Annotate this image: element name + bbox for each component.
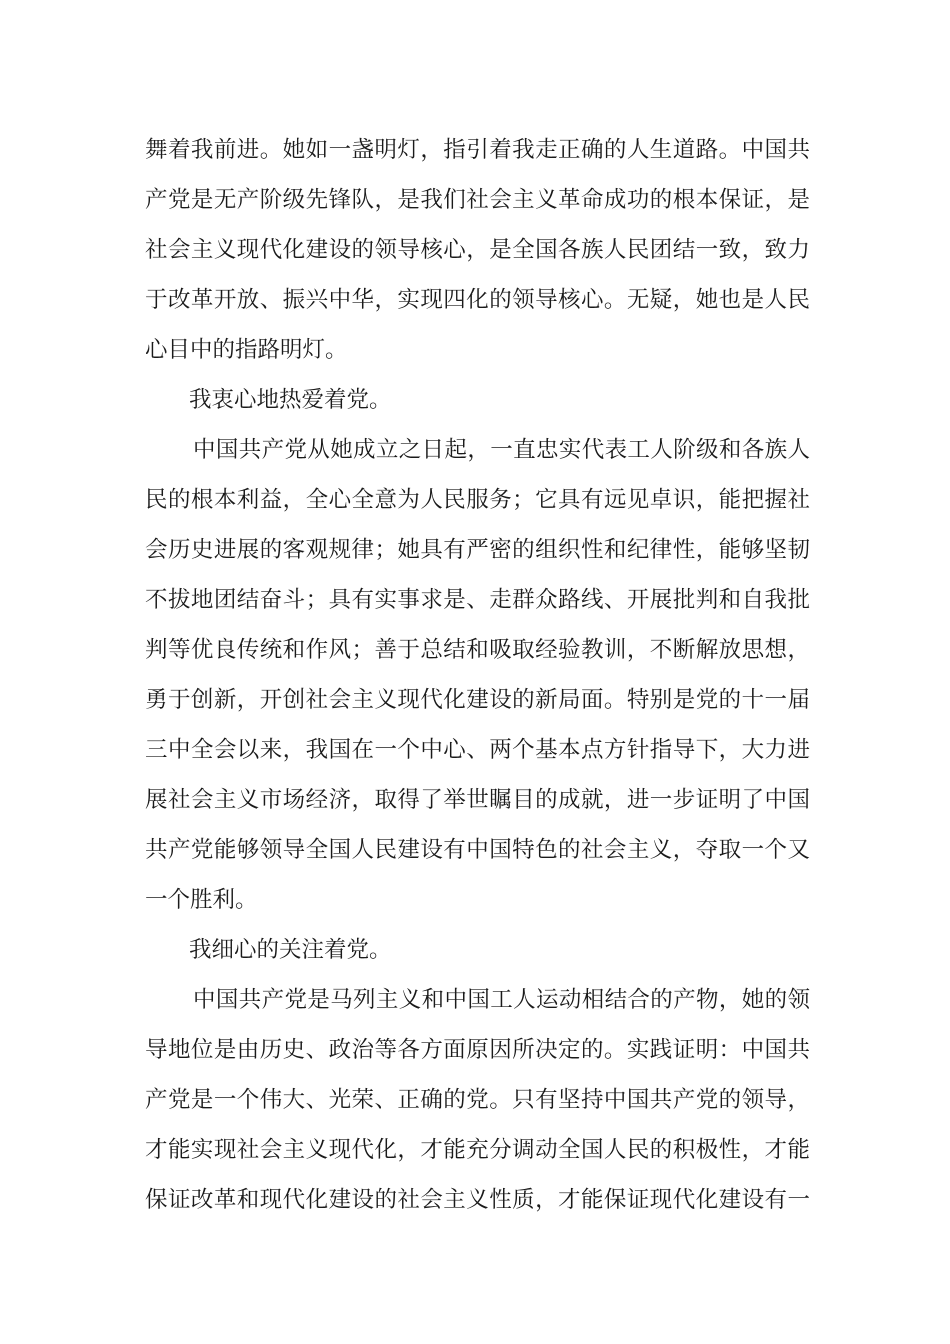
text-line: 不拔地团结奋斗；具有实事求是、走群众路线、开展批判和自我批	[145, 587, 810, 613]
text-line: 一个胜利。	[145, 887, 258, 913]
text-line: 社会主义现代化建设的领导核心，是全国各族人民团结一致，致力	[145, 237, 810, 263]
text-line: 判等优良传统和作风；善于总结和吸取经验教训，不断解放思想，	[145, 637, 810, 663]
text-line: 心目中的指路明灯。	[145, 337, 348, 363]
text-line: 产党是一个伟大、光荣、正确的党。只有坚持中国共产党的领导，	[145, 1087, 810, 1113]
text-line: 三中全会以来，我国在一个中心、两个基本点方针指导下，大力进	[145, 737, 810, 763]
paragraph-first-line: 中国共产党是马列主义和中国工人运动相结合的产物，她的领	[193, 987, 810, 1013]
document-body	[145, 125, 810, 1225]
text-line: 共产党能够领导全国人民建设有中国特色的社会主义，夺取一个又	[145, 837, 810, 863]
text-line: 民的根本利益，全心全意为人民服务；它具有远见卓识，能把握社	[145, 487, 810, 513]
paragraph-first-line: 我细心的关注着党。	[189, 937, 392, 963]
text-line: 保证改革和现代化建设的社会主义性质，才能保证现代化建设有一	[145, 1187, 810, 1213]
text-line: 勇于创新，开创社会主义现代化建设的新局面。特别是党的十一届	[145, 687, 810, 713]
text-line: 导地位是由历史、政治等各方面原因所决定的。实践证明：中国共	[145, 1037, 810, 1063]
text-line: 展社会主义市场经济，取得了举世瞩目的成就，进一步证明了中国	[145, 787, 810, 813]
text-line: 产党是无产阶级先锋队，是我们社会主义革命成功的根本保证，是	[145, 187, 810, 213]
text-line: 会历史进展的客观规律；她具有严密的组织性和纪律性，能够坚韧	[145, 537, 810, 563]
paragraph-first-line: 中国共产党从她成立之日起，一直忠实代表工人阶级和各族人	[193, 437, 810, 463]
text-line: 于改革开放、振兴中华，实现四化的领导核心。无疑，她也是人民	[145, 287, 810, 313]
paragraph-first-line: 我衷心地热爱着党。	[189, 387, 392, 413]
text-line: 才能实现社会主义现代化，才能充分调动全国人民的积极性，才能	[145, 1137, 810, 1163]
text-line: 舞着我前进。她如一盏明灯，指引着我走正确的人生道路。中国共	[145, 137, 810, 163]
